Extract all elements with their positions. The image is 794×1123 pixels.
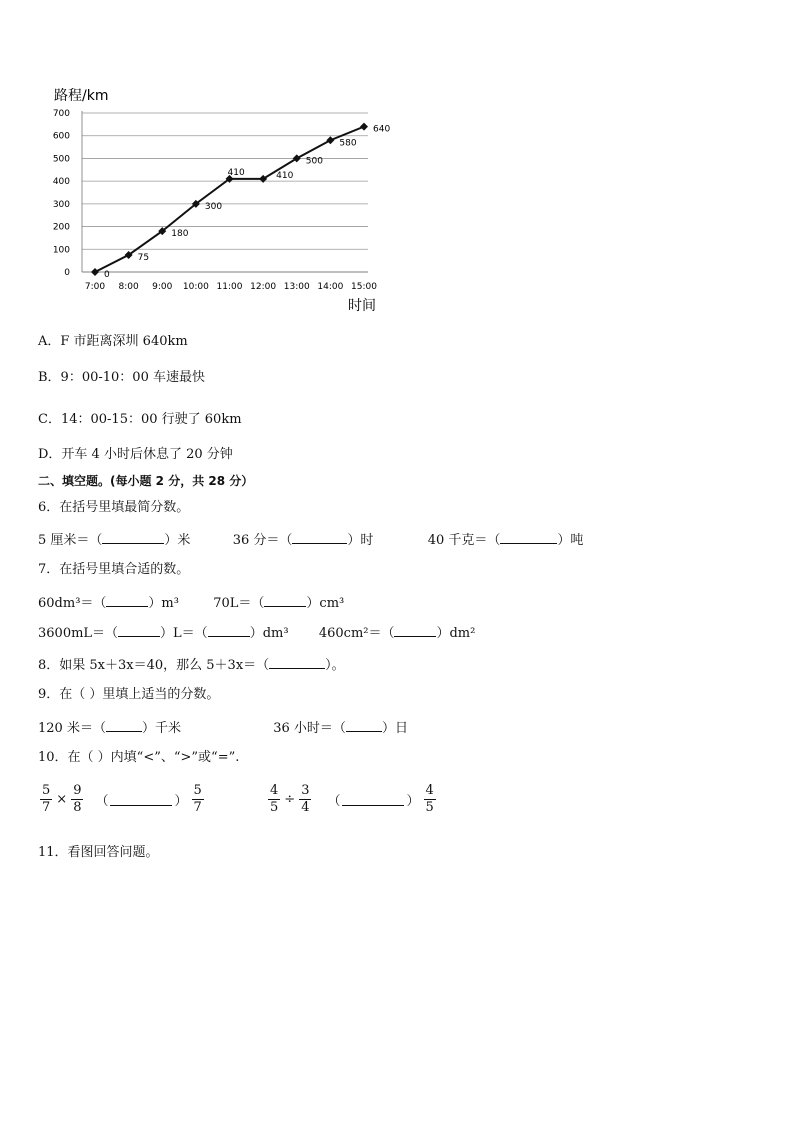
distance-time-chart: [40, 78, 390, 318]
q10-expr2: [266, 783, 438, 816]
divide-sign: ÷: [284, 792, 296, 807]
y-tick-label: 500: [52, 154, 70, 165]
y-tick-label: 100: [52, 245, 70, 256]
y-tick-label: 400: [52, 177, 70, 188]
answer-blank[interactable]: [394, 624, 436, 637]
x-tick-label: 8:00: [118, 282, 139, 292]
answer-blank[interactable]: [292, 531, 347, 544]
x-tick-label: 9:00: [152, 282, 173, 292]
y-axis-label: 路程/km: [54, 88, 109, 104]
close-paren: ）: [174, 794, 188, 809]
answer-blank[interactable]: [106, 719, 142, 732]
data-label: 500: [305, 156, 323, 167]
q9-p2-pre: 36 小时＝（: [273, 721, 346, 736]
option-b: B．9：00-10：00 车速最快: [38, 370, 205, 385]
answer-blank[interactable]: [208, 624, 250, 637]
q7-r2p1-pre: 3600mL＝（: [38, 626, 119, 641]
data-label: 640: [373, 124, 390, 135]
x-tick-label: 11:00: [216, 282, 243, 292]
q7-row2: [38, 624, 475, 642]
q10-expr1: [38, 783, 206, 816]
x-tick-label: 10:00: [182, 282, 209, 292]
open-paren: （: [327, 794, 341, 809]
distance-line: [95, 127, 364, 272]
data-point-marker: [360, 123, 368, 131]
data-label: 410: [227, 167, 245, 178]
q9-p1-pre: 120 米＝（: [38, 721, 106, 736]
q9-stem: 9．在（ ）里填上适当的分数。: [38, 687, 220, 702]
answer-blank[interactable]: [500, 531, 557, 544]
q9-p1-post: ）千米: [141, 721, 181, 736]
data-label: 410: [276, 170, 294, 181]
y-tick-label: 0: [64, 268, 70, 278]
x-tick-label: 15:00: [351, 282, 377, 292]
fraction: $\frac{5}{7}$: [42, 783, 51, 815]
fraction: $\frac{5}{7}$: [193, 783, 202, 815]
q8-pre: 8．如果 5x＋3x＝40，那么 5＋3x＝（: [38, 658, 270, 673]
q6-p3-post: ）吨: [557, 533, 584, 548]
q6-row: [38, 531, 583, 549]
q7-row1: [38, 594, 344, 612]
data-point-marker: [326, 136, 334, 144]
y-tick-label: 600: [52, 131, 70, 142]
q7-r1p1-pre: 60dm³＝（: [38, 596, 107, 611]
fraction: $\frac{4}{5}$: [270, 783, 279, 815]
x-tick-label: 7:00: [84, 282, 106, 292]
q6-stem: 6．在括号里填最简分数。: [38, 500, 190, 515]
data-label: 75: [137, 252, 150, 263]
fraction: $\frac{9}{8}$: [73, 783, 82, 815]
answer-blank[interactable]: [102, 531, 164, 544]
q6-p1-post: ）米: [164, 533, 191, 548]
q10-stem: 10．在（ ）内填“<”、“>”或“=”.: [38, 750, 240, 765]
answer-blank[interactable]: [110, 793, 172, 806]
q9-row: [38, 719, 408, 737]
open-paren: （: [95, 794, 109, 809]
x-tick-label: 14:00: [317, 282, 344, 292]
q6-p1-pre: 5 厘米＝（: [38, 533, 103, 548]
data-label: 300: [204, 201, 223, 212]
fraction: $\frac{4}{5}$: [425, 783, 434, 815]
option-a: A．F 市距离深圳 640km: [38, 334, 188, 349]
q9-p2-post: ）日: [381, 721, 408, 736]
q7-r2p1-post: ）dm³: [249, 626, 289, 641]
y-tick-label: 200: [52, 222, 70, 233]
x-axis-label: 时间: [348, 298, 376, 314]
answer-blank[interactable]: [346, 719, 382, 732]
q11-stem: 11．看图回答问题。: [38, 845, 159, 860]
data-label: 580: [339, 138, 357, 149]
q7-r1p2-pre: 70L＝（: [213, 596, 265, 611]
data-label: 0: [104, 270, 110, 280]
answer-blank[interactable]: [118, 624, 160, 637]
answer-blank[interactable]: [106, 594, 148, 607]
y-tick-label: 700: [52, 109, 70, 119]
data-point-marker: [91, 268, 99, 276]
option-c: C．14：00-15：00 行驶了 60km: [38, 412, 242, 427]
q7-r1p1-post: ）m³: [148, 596, 179, 611]
q7-r2p2-post: ）dm²: [436, 626, 476, 641]
q6-p2-pre: 36 分＝（: [232, 533, 293, 548]
x-tick-label: 12:00: [250, 282, 277, 292]
answer-blank[interactable]: [342, 793, 404, 806]
answer-blank[interactable]: [269, 656, 325, 669]
q6-p3-pre: 40 千克＝（: [427, 533, 501, 548]
option-d: D．开车 4 小时后休息了 20 分钟: [38, 447, 233, 462]
x-tick-label: 13:00: [283, 282, 310, 292]
q6-p2-post: ）时: [347, 533, 374, 548]
q8-post: ）。: [325, 658, 345, 673]
y-tick-label: 300: [52, 199, 70, 210]
times-sign: ×: [56, 792, 68, 807]
section-title: 二、填空题。(每小题 2 分，共 28 分）: [38, 474, 254, 488]
q7-r1p2-post: ）cm³: [306, 596, 345, 611]
data-label: 180: [171, 229, 189, 240]
fraction: $\frac{3}{4}$: [301, 783, 310, 815]
q7-r2p2-pre: 460cm²＝（: [318, 626, 395, 641]
q8-row: [38, 656, 345, 674]
close-paren: ）: [406, 794, 420, 809]
q7-stem: 7．在括号里填合适的数。: [38, 562, 190, 577]
answer-blank[interactable]: [264, 594, 306, 607]
q7-r2p1-mid: ）L＝（: [160, 626, 208, 641]
